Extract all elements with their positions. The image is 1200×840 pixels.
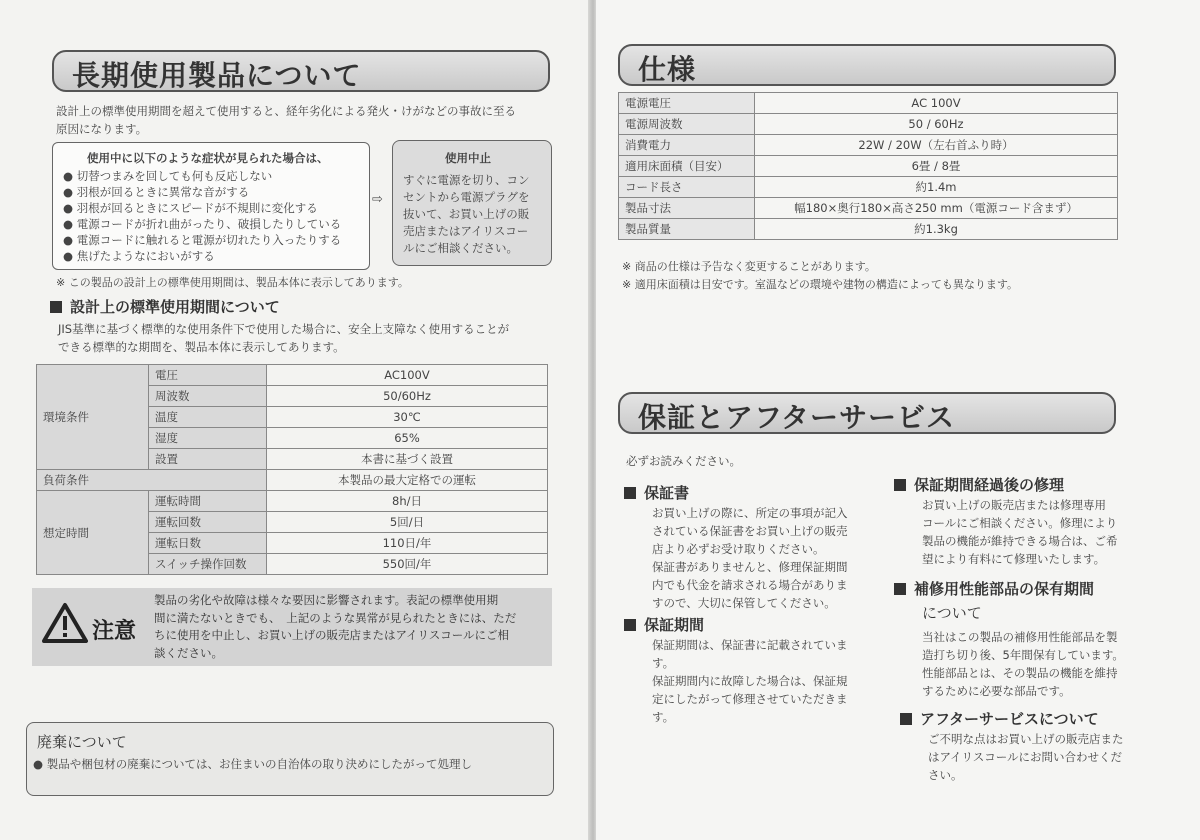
note-standard-period: ※ この製品の設計上の標準使用期間は、製品本体に表示してあります。 (56, 276, 409, 289)
parts-text: 当社はこの製品の補修用性能部品を製 造打ち切り後、5年間保有しています。 性能部品とは、その製品の機能を維持 するために必要な部品です。 (922, 630, 1124, 698)
table-value-cell: 110日/年 (267, 533, 548, 554)
table-key-cell: 温度 (149, 407, 267, 428)
stop-heading: 使用中止 (445, 151, 491, 165)
disposal-box (26, 722, 554, 796)
symptoms-heading: 使用中に以下のような症状が見られた場合は、 (87, 151, 329, 165)
spec-value: 約1.3kg (755, 219, 1118, 240)
table-value-cell: 65% (267, 428, 548, 449)
symptom-item: ● 切替つまみを回しても何も反応しない (63, 169, 273, 183)
square-bullet-icon (624, 487, 636, 499)
stop-line: ルにご相談ください。 (403, 241, 518, 255)
stop-line: 抜いて、お買い上げの販 (403, 207, 530, 221)
after-service-title: アフターサービスについて (900, 708, 1099, 729)
table-value-cell: 30℃ (267, 407, 548, 428)
table-key-cell: 設置 (149, 449, 267, 470)
warranty-card-title: 保証書 (624, 482, 689, 503)
table-value-cell: AC100V (267, 365, 548, 386)
symptom-item: ● 羽根が回るときに異常な音がする (63, 185, 250, 199)
spec-table (618, 92, 1118, 240)
parts-period-title: 補修用性能部品の保有期間 (894, 578, 1094, 599)
table-value-cell: 本製品の最大定格での運転 (267, 470, 548, 491)
spec-value: 50 / 60Hz (755, 114, 1118, 135)
square-bullet-icon (624, 619, 636, 631)
spec-key: 電源周波数 (619, 114, 755, 135)
stop-line: すぐに電源を切り、コン (403, 173, 530, 187)
after-period-text: お買い上げの販売店または修理専用 コールにご相談ください。修理により 製品の機能が維持できる場合は、ご希 望により有料にて修理いたします。 (922, 498, 1118, 566)
symptom-item: ● 電源コードに触れると電源が切れたり入ったりする (63, 233, 342, 247)
must-read-text: 必ずお読みください。 (626, 454, 741, 468)
page-title: 長期使用製品について (72, 59, 362, 92)
period-text: 保証期間は、保証書に記載されていま す。 保証期間内に故障した場合は、保証規 定にしたがって修理させていただきま す。 (652, 638, 848, 724)
card-text: お買い上げの際に、所定の事項が記入 されている保証書をお買い上げの販売 店より必ずお受け取りください。 保証書がありませんと、修理保証期間 内でも代金を請求される場合がありま すので、大切に保管してください。 (652, 506, 848, 610)
spec-title: 仕様 (638, 53, 697, 86)
spec-value: 22W / 20W（左右首ふり時） (755, 135, 1118, 156)
left-page (0, 0, 590, 840)
section-standard-period-title: 設計上の標準使用期間について (50, 296, 280, 317)
spec-value: 幅180×奥行180×高さ250 mm（電源コード含まず） (755, 198, 1118, 219)
square-bullet-icon (894, 479, 906, 491)
load-label-cell: 負荷条件 (37, 470, 267, 491)
stop-line: 売店またはアイリスコー (403, 224, 529, 238)
warranty-title: 保証とアフターサービス (638, 401, 956, 434)
stop-use-box (392, 140, 552, 266)
parts-period-title-2: について (922, 604, 982, 622)
table-value-cell: 50/60Hz (267, 386, 548, 407)
spec-value: AC 100V (755, 93, 1118, 114)
warranty-title-bar (618, 392, 1116, 434)
table-key-cell: スイッチ操作回数 (149, 554, 267, 575)
disposal-title: 廃棄について (37, 733, 127, 751)
arrow-right-icon: ⇨ (372, 192, 383, 207)
symptom-item: ● 焦げたようなにおいがする (63, 249, 215, 263)
table-value-cell: 550回/年 (267, 554, 548, 575)
intro-line-2: 原因になります。 (56, 122, 148, 136)
section-text-1: JIS基準に基づく標準的な使用条件下で使用した場合に、安全上支障なく使用することが (58, 322, 510, 336)
env-label-cell: 環境条件 (37, 365, 149, 470)
warning-icon (42, 602, 88, 644)
spec-note-1: ※ 商品の仕様は予告なく変更することがあります。 (622, 260, 876, 273)
stop-line: セントから電源プラグを (403, 190, 530, 204)
caution-label: 注意 (92, 619, 137, 644)
spec-value: 6畳 / 8畳 (755, 156, 1118, 177)
spec-key: 製品質量 (619, 219, 755, 240)
section-text-2: できる標準的な期間を、製品本体に表示してあります。 (58, 340, 345, 354)
time-label-cell: 想定時間 (37, 491, 149, 575)
table-key-cell: 運転日数 (149, 533, 267, 554)
standard-conditions-table (36, 364, 548, 575)
spec-key: 消費電力 (619, 135, 755, 156)
table-key-cell: 運転時間 (149, 491, 267, 512)
table-key-cell: 周波数 (149, 386, 267, 407)
caution-text: 製品の劣化や故障は様々な要因に影響されます。表記の標準使用期 間に満たないときでも、 上記のような異常が見られたときには、ただ ちに使用を中止し、お買い上げの販売店またはアイリスコールにご相 談ください。 (154, 593, 517, 660)
spec-key: 電源電圧 (619, 93, 755, 114)
after-period-repair-title: 保証期間経過後の修理 (894, 474, 1064, 495)
intro-line-1: 設計上の標準使用期間を超えて使用すると、経年劣化による発火・けがなどの事故に至る (56, 104, 516, 118)
long-term-use-title (52, 50, 550, 92)
table-key-cell: 湿度 (149, 428, 267, 449)
table-key-cell: 運転回数 (149, 512, 267, 533)
symptom-item: ● 電源コードが折れ曲がったり、破損したりしている (63, 217, 342, 231)
table-key-cell: 電圧 (149, 365, 267, 386)
table-value-cell: 本書に基づく設置 (267, 449, 548, 470)
table-value-cell: 8h/日 (267, 491, 548, 512)
service-text: ご不明な点はお買い上げの販売店また はアイリスコールにお問い合わせくだ さい。 (928, 732, 1124, 782)
disposal-text: ● 製品や梱包材の廃棄については、お住まいの自治体の取り決めにしたがって処理し (33, 757, 472, 771)
spec-key: コード長さ (619, 177, 755, 198)
table-value-cell: 5回/日 (267, 512, 548, 533)
square-bullet-icon (894, 583, 906, 595)
square-bullet-icon (900, 713, 912, 725)
symptom-item: ● 羽根が回るときにスピードが不規則に変化する (63, 201, 318, 215)
spec-key: 適用床面積（目安） (619, 156, 755, 177)
spec-value: 約1.4m (755, 177, 1118, 198)
warranty-period-title: 保証期間 (624, 614, 704, 635)
spec-note-2: ※ 適用床面積は目安です。室温などの環境や建物の構造によっても異なります。 (622, 278, 1018, 291)
square-bullet-icon (50, 301, 62, 313)
caution-box (32, 588, 552, 666)
spec-title-bar (618, 44, 1116, 86)
spec-key: 製品寸法 (619, 198, 755, 219)
symptoms-box (52, 142, 370, 270)
